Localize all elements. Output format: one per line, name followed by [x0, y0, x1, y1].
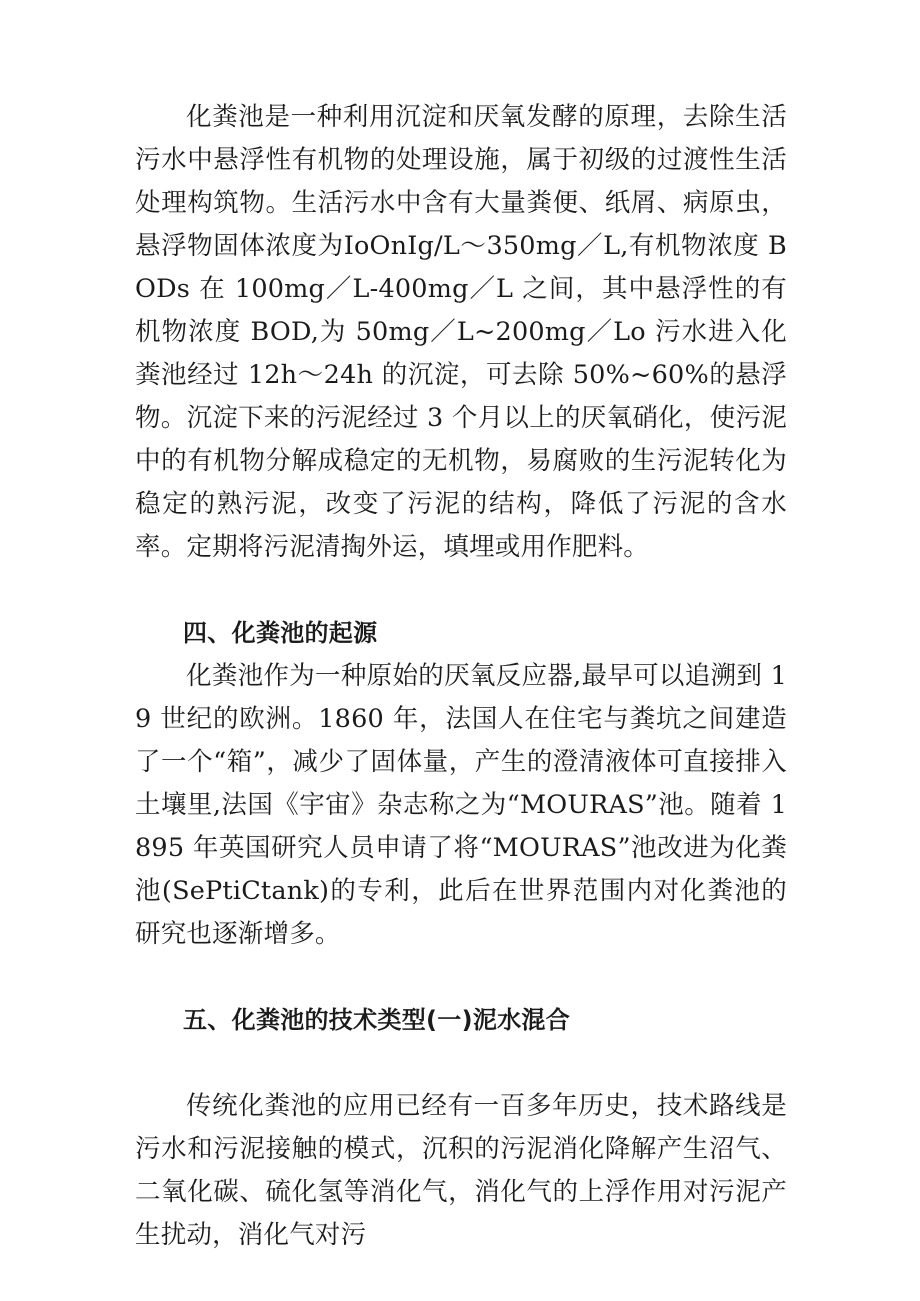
paragraph-traditional-septic-tank: 传统化粪池的应用已经有一百多年历史，技术路线是污水和污泥接触的模式，沉积的污泥消化降解产生沼气、二氧化碳、硫化氢等消化气，消化气的上浮作用对污泥产生扰动，消化气对污: [135, 1091, 787, 1250]
heading-section-four-origin: 四、化粪池的起源: [183, 619, 378, 647]
heading-section-five-technical-types: 五、化粪池的技术类型(一)泥水混合: [183, 1006, 571, 1034]
document-body: [135, 96, 787, 1257]
paragraph-septic-tank-origin: 化粪池作为一种原始的厌氧反应器,最早可以追溯到 19 世纪的欧洲。1860 年，法国人在住宅与粪坑之间建造了一个“箱”，减少了固体量，产生的澄清液体可直接排入土壤里,法国《宇宙》杂志称之为“MOURAS”池。随着 1895 年英国研究人员申请了将“MOURAS”池改进为化粪池(SePtiCtank)的专利，此后在世界范围内对化粪池的研究也逐渐增多。: [135, 661, 787, 949]
block-spacer: [135, 1042, 787, 1085]
block-spacer: [135, 569, 787, 612]
paragraph-septic-tank-definition: 化粪池是一种利用沉淀和厌氧发酵的原理，去除生活污水中悬浮性有机物的处理设施，属于初级的过渡性生活处理构筑物。生活污水中含有大量粪便、纸屑、病原虫，悬浮物固体浓度为IoOnIg/L～350mg／L,有机物浓度 BODs 在 100mg／L-400mg／L 之间，其中悬浮性的有机物浓度 BOD,为 50mg／L~200mg／Lo 污水进入化粪池经过 12h～24h 的沉淀，可去除 50%~60%的悬浮物。沉淀下来的污泥经过 3 个月以上的厌氧硝化，使污泥中的有机物分解成稳定的无机物，易腐败的生污泥转化为稳定的熟污泥，改变了污泥的结构，降低了污泥的含水率。定期将污泥清掏外运，填埋或用作肥料。: [135, 102, 787, 562]
block-spacer: [135, 956, 787, 999]
